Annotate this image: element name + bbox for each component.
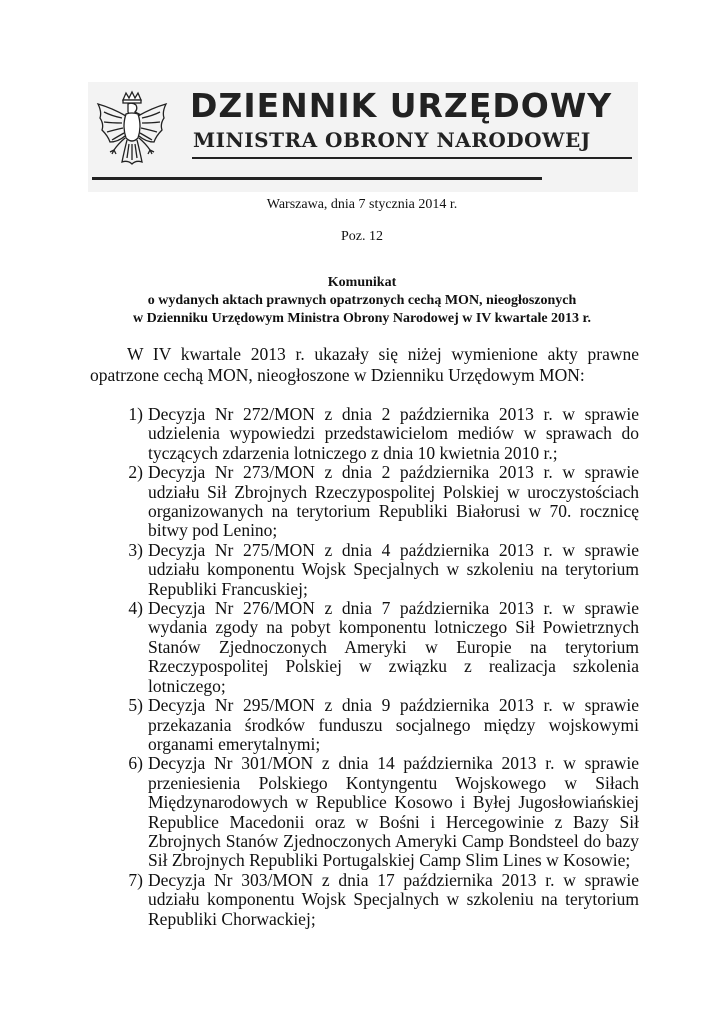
masthead-title: DZIENNIK URZĘDOWY [190, 86, 613, 125]
acts-list [90, 405, 639, 929]
place-date: Warszawa, dnia 7 stycznia 2014 r. [266, 197, 458, 212]
list-item-number: 3) [128, 539, 143, 560]
list-item [90, 405, 639, 463]
list-item [90, 696, 639, 754]
list-item-text: Decyzja Nr 303/MON z dnia 17 października 2013 r. w sprawie udziału komponentu Wojsk Specjalnych w szkoleniu na terytorium Republiki Chorwackiej; [148, 869, 639, 929]
list-item [90, 463, 639, 541]
list-item [90, 599, 639, 696]
list-item-number: 5) [128, 695, 143, 716]
position-number: Poz. 12 [341, 229, 383, 244]
list-item-text: Decyzja Nr 295/MON z dnia 9 października 2013 r. w sprawie przekazania środków funduszu socjalnego między wojskowymi organami emerytalnymi; [148, 695, 639, 754]
masthead-subtitle: MINISTRA OBRONY NARODOWEJ [193, 128, 591, 152]
masthead-rule [192, 157, 632, 159]
list-item [90, 754, 639, 870]
heading-title: Komunikat [327, 275, 397, 290]
header-divider [92, 177, 542, 180]
intro-paragraph [90, 344, 639, 386]
heading-line-2: o wydanych aktach prawnych opatrzonych cechą MON, nieogłoszonych [147, 293, 577, 308]
list-item-text: Decyzja Nr 275/MON z dnia 4 października 2013 r. w sprawie udziału komponentu Wojsk Specjalnych w szkoleniu na terytorium Republiki Francuskiej; [148, 539, 639, 599]
polish-eagle-emblem-icon [92, 90, 172, 174]
list-item-number: 2) [128, 462, 143, 483]
intro-text: W IV kwartale 2013 r. ukazały się niżej wymienione akty prawne opatrzone cechą MON, nieogłoszone w Dzienniku Urzędowym MON: [90, 344, 639, 385]
list-item [90, 871, 639, 929]
list-item-text: Decyzja Nr 273/MON z dnia 2 października 2013 r. w sprawie udziału Sił Zbrojnych Rzeczypospolitej Polskiej w uroczystościach organizowanych na terytorium Republiki Białorusi w 70. rocznicę bitwy pod Lenino; [148, 462, 639, 541]
document-heading [90, 274, 634, 328]
list-item-text: Decyzja Nr 301/MON z dnia 14 października 2013 r. w sprawie przeniesienia Polskiego Kontyngentu Wojskowego w Siłach Międzynarodowych w Republice Kosowo i Byłej Jugosłowiańskiej Republice Macedonii oraz w Bośni i Hercegowinie z Bazy Sił Zbrojnych Stanów Zjednoczonych Ameryki Camp Bondsteel do bazy Sił Zbrojnych Republiki Portugalskiej Camp Slim Lines w Kosowie; [148, 753, 639, 871]
list-item-number: 4) [128, 598, 143, 619]
list-item-text: Decyzja Nr 272/MON z dnia 2 października 2013 r. w sprawie udzielenia wypowiedzi przedstawicielom mediów w sprawach do tyczących zdarzenia lotniczego z dnia 10 kwietnia 2010 r.; [148, 404, 639, 463]
list-item-text: Decyzja Nr 276/MON z dnia 7 października 2013 r. w sprawie wydania zgody na pobyt komponentu lotniczego Sił Powietrznych Stanów Zjednoczonych Ameryki w Europie na terytorium Rzeczypospolitej Polskiej w związku z realizacja szkolenia lotniczego; [148, 598, 639, 696]
list-item [90, 541, 639, 599]
heading-line-3: w Dzienniku Urzędowym Ministra Obrony Narodowej w IV kwartale 2013 r. [133, 311, 591, 326]
list-item-number: 6) [128, 753, 143, 774]
list-item-number: 1) [128, 404, 143, 424]
list-item-number: 7) [128, 869, 143, 890]
